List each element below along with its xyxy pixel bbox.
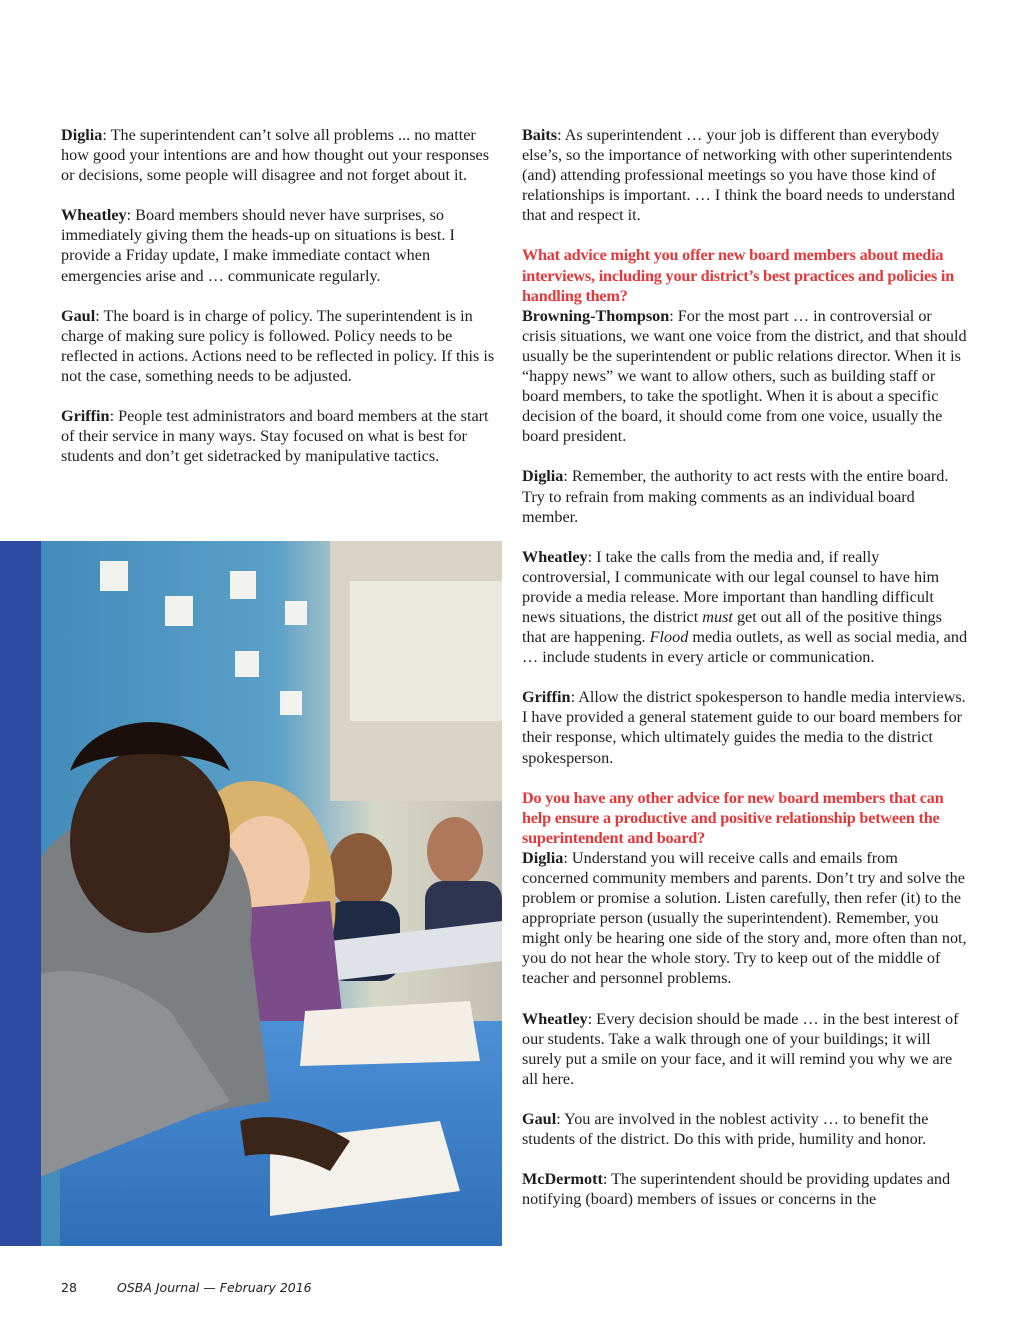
page-number: 28 <box>61 1280 77 1295</box>
response-diglia <box>61 125 501 185</box>
question-block <box>522 245 968 305</box>
speaker-name: Diglia <box>522 467 564 486</box>
accent-bar <box>0 541 41 1246</box>
left-column <box>61 125 501 486</box>
emphasis-text: must <box>702 607 733 626</box>
speaker-name: Browning-Thompson <box>522 306 670 325</box>
speaker-name: Diglia <box>522 848 564 867</box>
response-text: : The superintendent can’t solve all problems ... no matter how good your intentions are and how thought out your responses or decisions, some people will disagree and not forget about it. <box>61 126 490 185</box>
speaker-name: Gaul <box>61 306 96 325</box>
question-heading: Do you have any other advice for new board members that can help ensure a productive and positive relationship between the superintendent and board? <box>522 788 944 847</box>
response-text: : As superintendent … your job is different than everybody else’s, so the importance of networking with other superintendents (and) attending professional meetings so you have those kind of relationships is important. … I think the board needs to understand that and respect it. <box>522 126 955 225</box>
response-text: : Understand you will receive calls and emails from concerned community members and parents. Don’t try and solve the problem or promise a solution. Listen carefully, then refer (it) to the appropriate person (usually the superintendent). Remember, you might only be hearing one side of the story and, more often than not, you do not hear the whole story. Try to keep out of the middle of teacher and personnel problems. <box>522 848 967 988</box>
response-text: : Remember, the authority to act rests with the entire board. Try to refrain from making comments as an individual board member. <box>522 467 949 526</box>
response-diglia <box>522 848 968 989</box>
response-wheatley <box>61 205 501 285</box>
response-text: get out all of the positive things that are happening. <box>522 607 942 647</box>
response-text: : Board members should never have surprises, so immediately giving them the heads-up on situations is best. I provide a Friday update, I make immediate contact when emergencies arise and … communicate regularly. <box>61 206 455 285</box>
journal-title: OSBA Journal — February 2016 <box>117 1280 312 1295</box>
response-text: : Every decision should be made … in the best interest of our students. Take a walk through one of your buildings; it will surely put a smile on your face, and it will remind you why we are all here. <box>522 1009 959 1088</box>
response-baits <box>522 125 968 225</box>
response-mcdermott <box>522 1169 968 1209</box>
response-wheatley <box>522 1009 968 1089</box>
students-reading-illustration <box>0 541 502 1246</box>
response-browning-thompson <box>522 306 968 447</box>
speaker-name: Wheatley <box>522 1009 588 1028</box>
response-text: : People test administrators and board members at the start of their service in many ways. Stay focused on what is best for students and don’t get sidetracked by manipulative tactics. <box>61 407 489 466</box>
response-gaul <box>61 306 501 386</box>
speaker-name: Baits <box>522 126 558 144</box>
speaker-name: Gaul <box>522 1109 557 1128</box>
response-griffin <box>61 406 501 466</box>
question-block <box>522 788 968 848</box>
classroom-photo <box>0 541 502 1246</box>
speaker-name: Diglia <box>61 126 103 144</box>
response-text: : I take the calls from the media and, if really controversial, I communicate with our legal counsel to have him provide a media release. More important than handling difficult news situations, the district <box>522 547 940 626</box>
response-diglia <box>522 466 968 526</box>
right-column <box>522 125 968 1229</box>
response-text: : You are involved in the noblest activity … to benefit the students of the district. Do this with pride, humility and honor. <box>522 1109 929 1149</box>
speaker-name: Griffin <box>522 688 571 707</box>
response-text: : For the most part … in controversial or crisis situations, we want one voice from the district, and that should usually be the superintendent or public relations director. When it is “happy news” we want to allow others, such as building staff or board members, to take the spotlight. When it is about a specific decision of the board, it should come from one voice, usually the board president. <box>522 306 967 446</box>
speaker-name: Griffin <box>61 407 110 426</box>
response-gaul <box>522 1109 968 1149</box>
response-text: : Allow the district spokesperson to handle media interviews. I have provided a general statement guide to our board members for their response, which ultimately guides the media to the district spokesperson. <box>522 688 966 767</box>
question-heading: What advice might you offer new board members about media interviews, including your district’s best practices and policies in handling them? <box>522 246 955 305</box>
response-text: media outlets, as well as social media, and … include students in every article or communication. <box>522 628 968 667</box>
response-wheatley <box>522 547 968 668</box>
response-griffin <box>522 687 968 767</box>
emphasis-text: Flood <box>649 628 689 647</box>
speaker-name: Wheatley <box>522 547 588 566</box>
speaker-name: Wheatley <box>61 206 127 225</box>
response-text: : The board is in charge of policy. The superintendent is in charge of making sure policy is followed. Policy needs to be reflected in actions. Actions need to be reflected in policy. If this is not the case, something needs to be adjusted. <box>61 306 495 385</box>
page-footer <box>61 1280 312 1295</box>
speaker-name: McDermott <box>522 1170 603 1189</box>
response-text: : The superintendent should be providing updates and notifying (board) members of issues or concerns in the <box>522 1170 951 1209</box>
